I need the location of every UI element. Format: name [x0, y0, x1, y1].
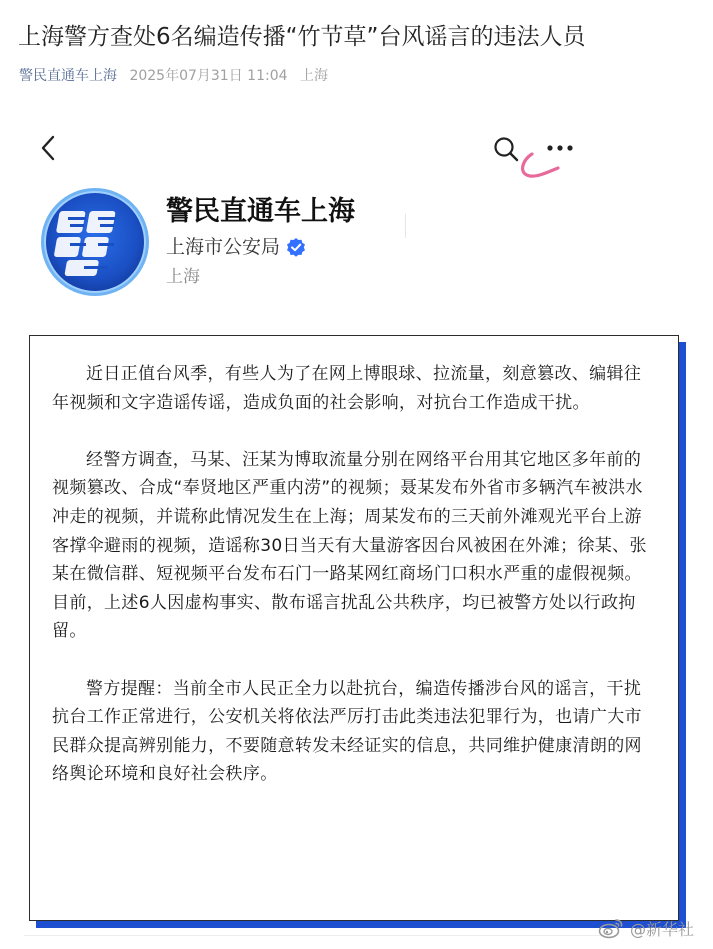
watermark-text: @新华社 — [630, 919, 695, 939]
verification-row — [166, 234, 306, 260]
weibo-icon — [598, 917, 624, 939]
notice-card — [29, 335, 679, 921]
account-location: 上海 — [166, 267, 200, 287]
source-account-link[interactable]: 警民直通车上海 — [19, 68, 117, 84]
account-avatar[interactable] — [40, 187, 150, 297]
publish-location: 上海 — [299, 68, 328, 84]
verified-badge-icon — [286, 237, 306, 257]
annotation-mark — [516, 148, 564, 180]
account-name[interactable]: 警民直通车上海 — [166, 196, 355, 227]
article-headline: 上海警方查处6名编造传播“竹节草”台风谣言的违法人员 — [18, 24, 586, 50]
back-button[interactable] — [36, 134, 62, 162]
source-watermark — [598, 915, 694, 941]
publish-datetime: 2025年07月31日 11:04 — [129, 68, 288, 84]
notice-paragraph: 警方提醒：当前全市人民正全力以赴抗台，编造传播涉台风的谣言，干扰抗台工作正常进行，公安机关将依法严厉打击此类违法犯罪行为，也请广大市民群众提高辨别能力，不要随意转发未经证实的信息，共同维护健康清朗的网络舆论环境和良好社会秩序。 — [52, 678, 642, 785]
divider — [24, 935, 604, 936]
notice-paragraph: 近日正值台风季，有些人为了在网上博眼球、拉流量，刻意篡改、编辑往年视频和文字造谣传谣，造成负面的社会影响，对抗台工作造成干扰。 — [52, 364, 642, 413]
divider — [405, 214, 406, 238]
verified-org-label: 上海市公安局 — [166, 236, 281, 258]
chevron-left-icon — [36, 134, 62, 162]
notice-body — [52, 360, 658, 818]
notice-paragraph: 经警方调查，马某、汪某为博取流量分别在网络平台用其它地区多年前的视频篡改、合成“奉贤地区严重内涝”的视频；聂某发布外省市多辆汽车被洪水冲走的视频，并谎称此情况发生在上海；周某发布的三天前外滩观光平台上游客撑伞避雨的视频，造谣称30日当天有大量游客因台风被困在外滩；徐某、张某在微信群、短视频平台发布石门一路某网红商场门口积水严重的虚假视频。目前，上述6人因虚构事实、散布谣言扰乱公共秩序，均已被警方处以行政拘留。 — [52, 449, 647, 642]
article-meta — [19, 66, 336, 86]
